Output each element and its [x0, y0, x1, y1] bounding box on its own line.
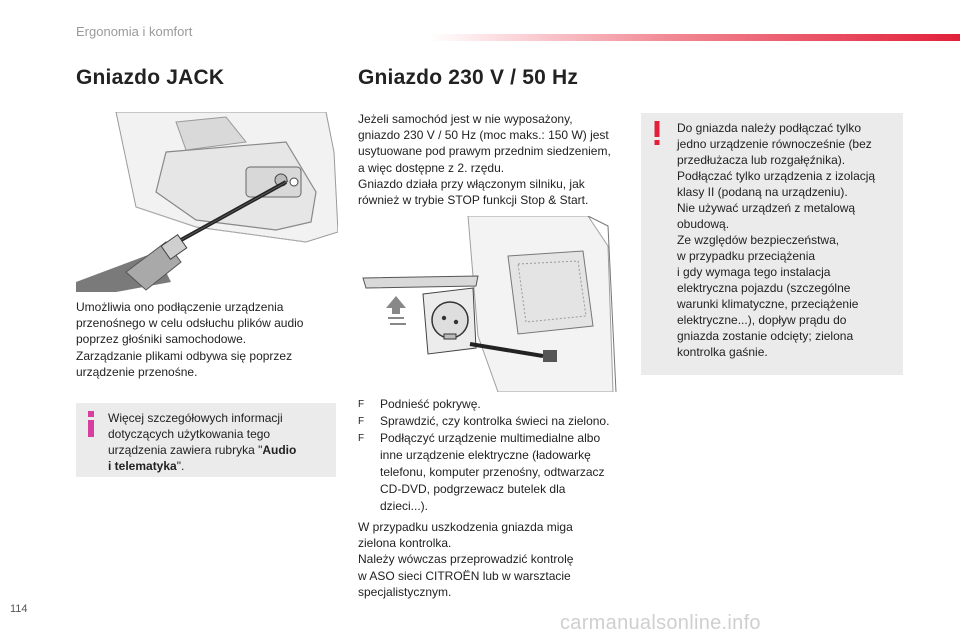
info-link-audio[interactable]: Audio	[262, 443, 297, 457]
step-line: Sprawdzić, czy kontrolka świeci na zielono.	[380, 414, 610, 428]
text-line: również w trybie STOP funkcji Stop & Start.	[358, 193, 589, 208]
info-box	[76, 403, 336, 477]
jack-title: Gniazdo JACK	[76, 66, 225, 89]
warning-line: elektryczna pojazdu (szczególne	[677, 281, 851, 295]
header-accent-bar	[430, 34, 960, 41]
warning-line: kontrolka gaśnie.	[677, 345, 768, 359]
warning-line: i gdy wymaga tego instalacja	[677, 265, 831, 279]
info-line: urządzenia zawiera rubryka "	[108, 443, 263, 457]
text-line: usytuowane pod prawym przednim siedzeniem,	[358, 144, 611, 159]
warning-line: obudową.	[677, 217, 730, 231]
step-line: Podłączyć urządzenie multimedialne albo	[380, 431, 601, 445]
warning-line: przedłużacza lub rozgałęźnika).	[677, 153, 846, 167]
step-line: Podnieść pokrywę.	[380, 397, 481, 411]
step-line: CD-DVD, podgrzewacz butelek dla	[380, 482, 566, 496]
text-line: przenośnego w celu odsłuchu plików audio	[76, 316, 304, 331]
text-line: urządzenie przenośne.	[76, 364, 198, 379]
step-item	[358, 396, 609, 413]
text-line: Należy wówczas przeprowadzić kontrolę	[358, 552, 574, 567]
warning-line: elektryczne...), dopływ prądu do	[677, 313, 847, 327]
step-marker: F	[358, 416, 365, 427]
socket-title: Gniazdo 230 V / 50 Hz	[358, 66, 579, 89]
step-line: inne urządzenie elektryczne (ładowarkę	[380, 448, 591, 462]
text-line: poprzez głośniki samochodowe.	[76, 332, 247, 347]
info-line-end: ".	[176, 459, 185, 473]
warning-line: Podłączać tylko urządzenia z izolacją	[677, 169, 876, 183]
text-line: Umożliwia ono podłączenie urządzenia	[76, 300, 284, 314]
text-line: Jeżeli samochód jest w nie wyposażony,	[358, 112, 573, 126]
warning-line: w przypadku przeciążenia	[677, 249, 816, 263]
warning-icon	[653, 121, 661, 145]
warning-line: warunki klimatyczne, przeciążenie	[677, 297, 859, 311]
step-marker: F	[358, 433, 365, 444]
text-line: Gniazdo działa przy włączonym silniku, jak	[358, 176, 585, 191]
warning-line: Ze względów bezpieczeństwa,	[677, 233, 840, 247]
info-link-telematics[interactable]: i telematyka	[108, 459, 177, 473]
step-item	[358, 430, 609, 515]
jack-description	[76, 299, 303, 380]
watermark: carmanualsonline.info	[560, 612, 761, 634]
text-line: W przypadku uszkodzenia gniazda miga	[358, 520, 573, 534]
warning-line: klasy II (podaną na urządzeniu).	[677, 185, 848, 199]
text-line: a więc dostępne z 2. rzędu.	[358, 160, 505, 175]
text-line: gniazdo 230 V / 50 Hz (moc maks.: 150 W) jest	[358, 128, 609, 143]
warning-line: Do gniazda należy podłączać tylko	[677, 121, 862, 135]
info-line: dotyczących użytkowania tego	[108, 427, 271, 441]
step-line: telefonu, komputer przenośny, odtwarzacz	[380, 465, 605, 479]
text-line: w ASO sieci CITROËN lub w warsztacie	[358, 568, 571, 583]
step-item	[358, 413, 609, 430]
text-line: specjalistycznym.	[358, 584, 452, 599]
info-icon	[87, 411, 95, 437]
warning-line: jedno urządzenie równocześnie (bez	[677, 137, 872, 151]
section-header: Ergonomia i komfort	[76, 24, 193, 39]
socket-illustration	[358, 216, 620, 392]
socket-fault-note	[358, 519, 573, 600]
socket-intro	[358, 111, 611, 208]
page-number: 114	[10, 603, 28, 615]
text-line: zielona kontrolka.	[358, 536, 452, 551]
step-line: dzieci...).	[380, 499, 429, 513]
text-line: Zarządzanie plikami odbywa się poprzez	[76, 348, 293, 363]
warning-line: gniazda zostanie odcięty; zielona	[677, 329, 854, 343]
warning-line: Nie używać urządzeń z metalową	[677, 201, 856, 215]
jack-illustration	[76, 112, 338, 292]
socket-steps	[358, 396, 609, 515]
warning-box	[641, 113, 903, 375]
step-marker: F	[358, 399, 365, 410]
info-line: Więcej szczegółowych informacji	[108, 411, 283, 425]
